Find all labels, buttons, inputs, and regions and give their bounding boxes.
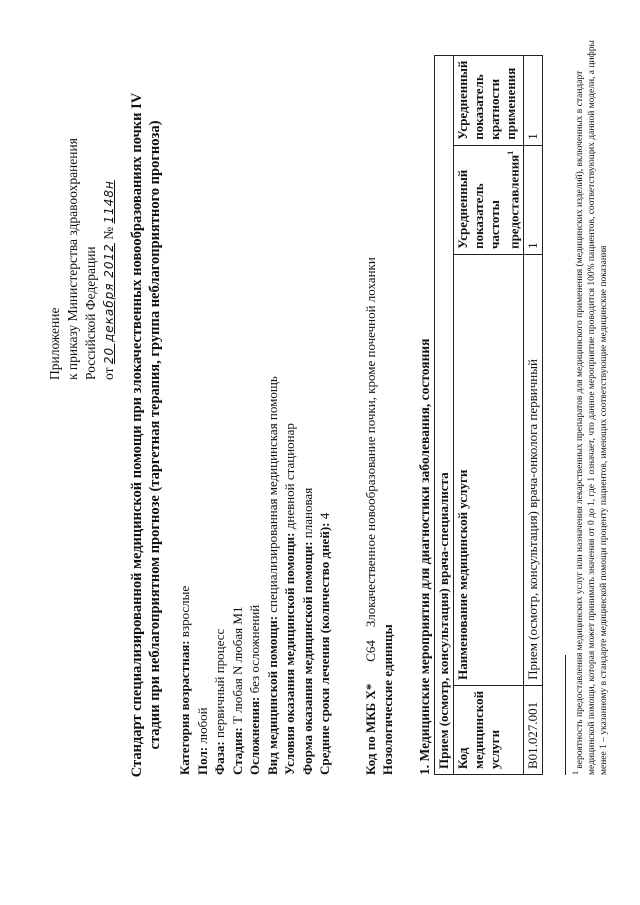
header-name: Наименование медицинской услуги	[454, 254, 524, 685]
appendix-line-3: Российской Федерации	[83, 246, 98, 380]
param-label: Форма оказания медицинской помощи:	[299, 541, 315, 775]
header-code: Код медицинской услуги	[454, 685, 524, 774]
param-label: Средние сроки лечения (количество дней):	[317, 522, 332, 775]
mkb-code-label: Код по МКБ X*	[363, 683, 378, 775]
param-value: 4	[317, 512, 332, 520]
nosology-label: Нозологические единицы	[380, 624, 395, 775]
document-title: Стандарт специализированной медицинской помощи при злокачественных новообразованиях почки IV стадии при неблагоприятном прогнозе (таргетная терапия, группа неблагоприятного прогноза)	[129, 92, 163, 778]
mkb-code-row	[362, 257, 379, 775]
param-value: первичный процесс	[212, 628, 227, 739]
mkb-nosology-row	[379, 257, 396, 775]
param-label: Осложнения:	[247, 696, 262, 775]
appendix-line-1: Приложение	[47, 307, 62, 380]
header-multiplicity: Усредненный показатель кратности применения	[454, 55, 524, 145]
param-label: Категория возрастная:	[177, 640, 192, 775]
param-value: Т любая N любая M1	[229, 606, 245, 725]
param-row	[299, 376, 317, 775]
handwritten-number: 1148н	[102, 180, 116, 224]
group-title-cell: Прием (осмотр, консультация) врача-специалиста	[435, 55, 454, 774]
param-row	[211, 376, 229, 775]
table-group-row	[435, 55, 454, 774]
param-value: плановая	[299, 487, 315, 539]
param-row	[176, 376, 194, 775]
param-row	[281, 376, 299, 775]
param-row	[264, 376, 282, 775]
date-prefix: от	[101, 367, 116, 380]
param-label: Фаза:	[212, 741, 227, 775]
param-label: Пол:	[194, 746, 210, 775]
header-frequency	[454, 145, 524, 254]
footnote-divider	[565, 655, 566, 775]
appendix-header	[46, 138, 118, 380]
param-value: специализированная медицинская помощь	[264, 376, 280, 613]
appendix-date-line	[100, 138, 118, 380]
section-1-title: 1. Медицинские мероприятия для диагностики заболевания, состояния	[417, 338, 432, 775]
mkb-block	[362, 257, 396, 775]
cell-code: B01.027.001	[524, 685, 543, 774]
cell-frequency: 1	[524, 145, 543, 254]
param-value: взрослые	[177, 585, 192, 638]
standard-parameters	[176, 376, 334, 775]
footnote-text: вероятность предоставления медицинских услуг или назначения лекарственных препаратов для медицинского применения (медицинских изделий), включенных в стандарт медицинской помощи, которая может принимать значения от 0 до 1, где 1 означает, что данное мероприятие проводится 100% пациентов, соответствующих данной модели, а цифры менее 1 – указанному в стандарте медицинской помощи проценту пациентов, имеющих соответствующие медицинские показания	[575, 40, 610, 775]
param-label: Стадия:	[229, 727, 245, 775]
mkb-code-value: C64	[363, 640, 378, 662]
param-value: любой	[194, 707, 210, 744]
footnote-marker: 1	[506, 150, 515, 155]
appendix-line-2: к приказу Министерства здравоохранения	[65, 138, 80, 380]
number-prefix: №	[101, 226, 116, 240]
table-row	[524, 55, 543, 774]
param-row	[316, 376, 334, 775]
param-value: дневной стационар	[282, 423, 297, 530]
header-frequency-text: Усредненный показатель частоты предоставления	[455, 154, 522, 249]
table-header-row	[454, 55, 524, 774]
param-value: без осложнений	[247, 604, 262, 694]
param-row	[229, 376, 247, 775]
param-row	[246, 376, 264, 775]
param-label: Условия оказания медицинской помощи:	[282, 532, 297, 775]
cell-multiplicity: 1	[524, 55, 543, 145]
handwritten-date: 20 декабря 2012	[102, 243, 116, 365]
services-table	[434, 55, 543, 775]
mkb-code-description: Злокачественное новообразование почки, кроме почечной лоханки	[363, 257, 378, 628]
cell-name: Прием (осмотр, консультация) врача-онколога первичный	[524, 254, 543, 685]
param-label: Вид медицинской помощи:	[264, 615, 280, 775]
footnote	[570, 35, 610, 775]
footnote-number: 1	[571, 771, 580, 775]
param-row	[194, 376, 212, 775]
